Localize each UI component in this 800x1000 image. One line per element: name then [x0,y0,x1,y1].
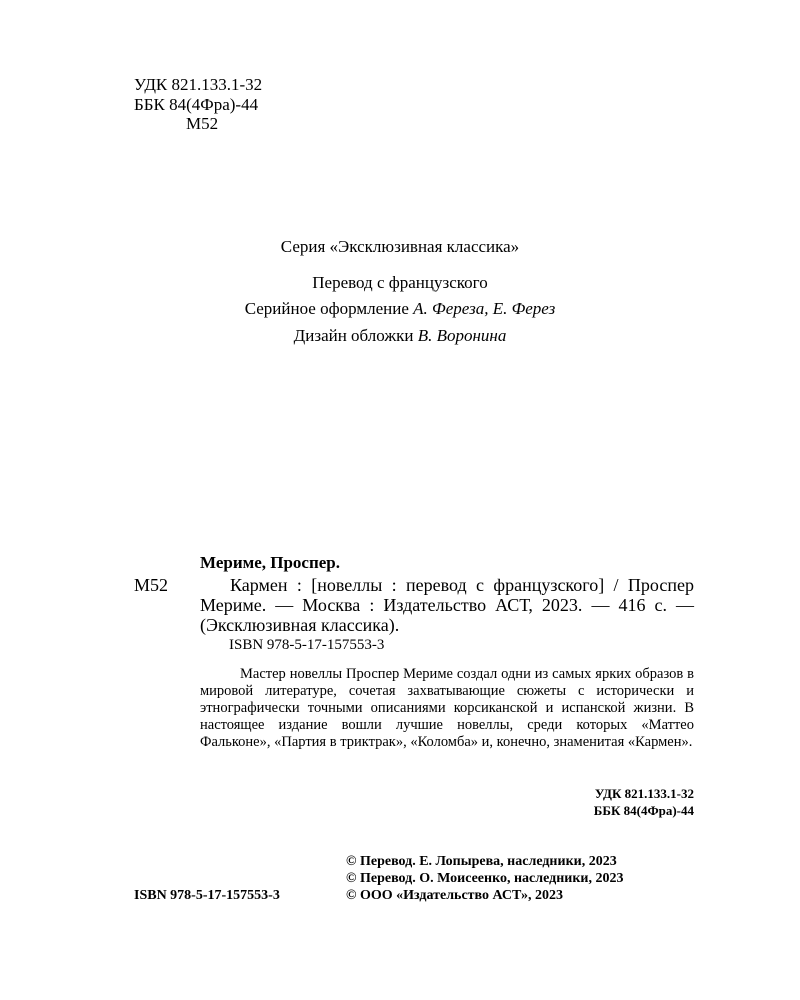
udk-code: УДК 821.133.1-32 [134,75,263,94]
copyright-line: © ООО «Издательство АСТ», 2023 [346,888,564,903]
series-title: Серия «Эксклюзивная классика» [280,237,520,256]
bbk-code: ББК 84(4Фра)-44 [134,95,259,114]
cover-design-name: В. Воронина [417,326,507,345]
cover-design-credit [0,326,800,346]
translation-note: Перевод с французского [312,273,488,292]
author-heading: Мериме, Проспер. [200,553,341,572]
record-isbn: ISBN 978-5-17-157553-3 [229,637,385,653]
cover-design-label: Дизайн обложки [293,326,418,345]
isbn-footer: ISBN 978-5-17-157553-3 [134,888,280,903]
annotation-text: Мастер новеллы Проспер Мериме создал одни из самых ярких образов в мировой литературе, сочетая захватывающие сюжеты с исторически и этнографически точными описаниями корсиканской и испанской жизни. В настоящее издание вошли лучшие новеллы, среди которых «Маттео Фальконе», «Партия в триктрак», «Коломба» и, конечно, знаменитая «Кармен». [200,666,694,750]
annotation-udk: УДК 821.133.1-32 [594,786,694,801]
copyright-line: © Перевод. Е. Лопырева, наследники, 2023 [346,854,617,869]
copyright-line: © Перевод. О. Моисеенко, наследники, 2023 [346,871,624,886]
annotation-bbk: ББК 84(4Фра)-44 [593,803,694,818]
serial-design-label: Серийное оформление [244,299,414,318]
shelf-mark: М52 [134,575,169,595]
bibliographic-citation: Кармен : [новеллы : перевод с французского] / Проспер Мериме. — Москва : Издательство АСТ, 2023. — 416 с. — (Эксклюзивная классика). [200,575,694,635]
serial-design-credit [0,299,800,319]
serial-design-names: А. Фереза, Е. Ферез [413,299,556,318]
author-mark: М52 [186,114,219,133]
